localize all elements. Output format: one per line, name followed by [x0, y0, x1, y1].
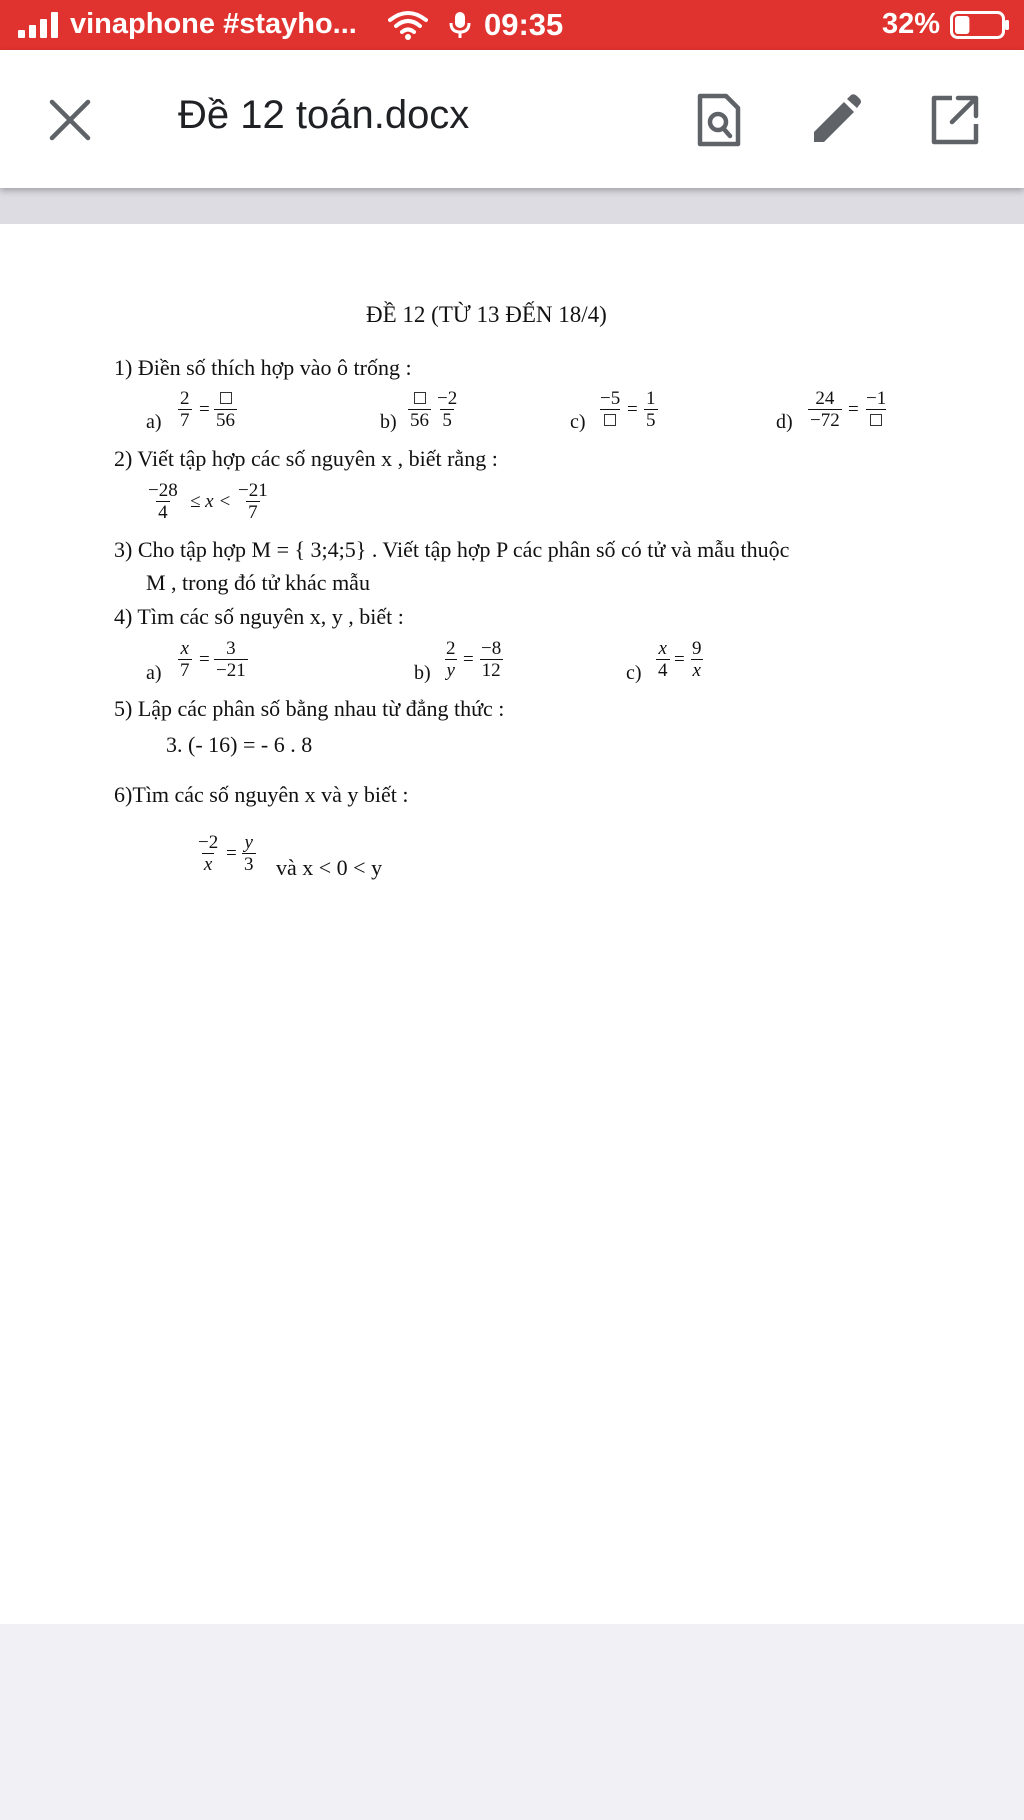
question-2: 2) Viết tập hợp các số nguyên x , biết rằng :: [114, 446, 498, 471]
blank-box: [604, 414, 616, 426]
q4-a-fraction-1: x 7: [180, 638, 190, 681]
document-page[interactable]: [0, 224, 1024, 1624]
q4-c-fraction-2: 9 x: [692, 638, 702, 681]
q4-c-fraction-1: x 4: [658, 638, 668, 681]
carrier-name: vinaphone #stayho...: [70, 8, 357, 40]
q6-fraction-2: y 3: [244, 832, 254, 875]
q6-fraction-1: −2 x: [198, 832, 219, 875]
q1-a-label: a): [146, 411, 162, 433]
q1-a-fraction-1: 2 7: [180, 388, 190, 431]
q1-b-fraction-2: −2 5: [437, 388, 458, 431]
q4-a-fraction-2: 3 −21: [216, 638, 246, 681]
q2-fraction-2: −21 7: [238, 480, 268, 523]
q4-c-label: c): [626, 662, 642, 684]
find-in-document-icon[interactable]: [692, 92, 746, 148]
q2-fraction-1: −28 4: [148, 480, 178, 523]
q4-b-label: b): [414, 662, 431, 684]
document-title: Đề 12 toán.docx: [178, 93, 470, 137]
open-external-icon[interactable]: [928, 92, 982, 148]
app-bar: [0, 50, 1024, 188]
status-bar: [0, 0, 1024, 50]
clock-time: 09:35: [484, 7, 564, 42]
q1-b-label: b): [380, 411, 397, 433]
q1-c-fraction-1: −5: [598, 388, 622, 431]
q1-c-fraction-2: 1 5: [646, 388, 656, 431]
q6-condition: và x < 0 < y: [276, 855, 383, 880]
q1-c-label: c): [570, 411, 586, 433]
edit-pencil-icon[interactable]: [808, 92, 862, 148]
q4-a-label: a): [146, 662, 162, 684]
doc-heading: ĐỀ 12 (TỪ 13 ĐẾN 18/4): [366, 302, 607, 327]
question-5: 5) Lập các phân số bằng nhau từ đẳng thức :: [114, 696, 505, 721]
q1-b-fraction-1: 56: [408, 388, 431, 431]
q5-expression: 3. (- 16) = - 6 . 8: [166, 732, 313, 757]
battery-icon: [950, 11, 1010, 39]
blank-box: [220, 392, 232, 404]
q4-b-fraction-1: 2 y: [446, 638, 456, 681]
question-3-line-2: M , trong đó tử khác mẫu: [146, 570, 370, 595]
q1-a-fraction-2: 56: [214, 388, 237, 431]
q1-d-fraction-1: 24 −72: [810, 388, 840, 431]
question-1: 1) Điền số thích hợp vào ô trống :: [114, 355, 412, 380]
q4-b-fraction-2: −8 12: [481, 638, 502, 681]
toolbar-shadow-band: [0, 188, 1024, 224]
close-icon[interactable]: [44, 94, 96, 146]
question-6: 6)Tìm các số nguyên x và y biết :: [114, 782, 409, 807]
q1-d-label: d): [776, 411, 793, 433]
q4-c-equals: =: [674, 649, 685, 670]
question-4: 4) Tìm các số nguyên x, y , biết :: [114, 604, 404, 629]
microphone-icon: [448, 10, 472, 40]
blank-box: [414, 392, 426, 404]
battery-percent: 32%: [882, 8, 941, 40]
wifi-icon: [388, 10, 428, 40]
q6-equals: =: [226, 843, 237, 864]
q2-inequality: ≤ x <: [190, 491, 232, 512]
q4-a-equals: =: [199, 649, 210, 670]
q1-d-equals: =: [848, 399, 859, 420]
question-3-line-1: 3) Cho tập hợp M = { 3;4;5} . Viết tập hợp P các phân số có tử và mẫu thuộc: [114, 537, 790, 562]
signal-strength-icon: [18, 12, 62, 38]
q1-a-equals: =: [199, 399, 210, 420]
blank-box: [870, 414, 882, 426]
q4-b-equals: =: [463, 649, 474, 670]
q1-c-equals: =: [627, 399, 638, 420]
q1-d-fraction-2: −1: [864, 388, 888, 431]
